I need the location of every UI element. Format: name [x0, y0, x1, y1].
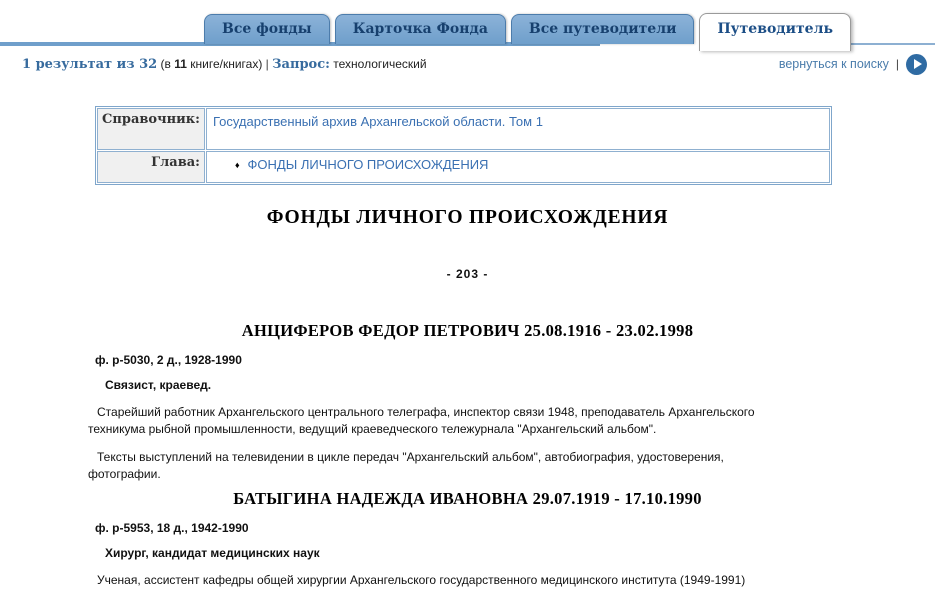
- handbook-label: Справочник:: [97, 108, 205, 150]
- tab-guide-active[interactable]: Путеводитель: [699, 13, 851, 51]
- actions-separator: |: [895, 57, 899, 71]
- fond-reference: ф. р-5030, 2 д., 1928-1990: [95, 353, 242, 367]
- table-row-handbook: [97, 108, 830, 150]
- entry-paragraph: Тексты выступлений на телевидении в цикле передач "Архангельский альбом", автобиография, удостоверения, фотографии.: [88, 450, 724, 481]
- results-paren-prefix: (в: [160, 56, 171, 71]
- chapter-label: Глава:: [97, 151, 205, 183]
- back-to-search-link[interactable]: вернуться к поиску: [778, 57, 889, 71]
- chapter-link[interactable]: ФОНДЫ ЛИЧНОГО ПРОИСХОЖДЕНИЯ: [247, 157, 489, 172]
- entry-heading: БАТЫГИНА НАДЕЖДА ИВАНОВНА 29.07.1919 - 17.10.1990: [233, 489, 702, 508]
- tab-all-fonds[interactable]: Все фонды: [204, 14, 330, 44]
- results-separator: |: [265, 56, 269, 71]
- diamond-bullet-icon: ♦: [234, 160, 240, 170]
- play-icon: [914, 59, 922, 69]
- tabs-container: [204, 0, 851, 51]
- results-summary: [22, 57, 427, 72]
- chapter-title: ФОНДЫ ЛИЧНОГО ПРОИСХОЖДЕНИЯ: [266, 207, 669, 228]
- table-row-chapter: [97, 151, 830, 183]
- guide-info-table: [95, 106, 832, 185]
- results-bar: [0, 50, 935, 76]
- entry-anciferov: [0, 321, 935, 482]
- query-value: технологический: [333, 56, 427, 71]
- tab-all-guides[interactable]: Все путеводители: [511, 14, 695, 44]
- handbook-link[interactable]: Государственный архив Архангельской области. Том 1: [212, 114, 543, 129]
- page-number: - 203 -: [446, 267, 489, 281]
- entry-heading: АНЦИФЕРОВ ФЕДОР ПЕТРОВИЧ 25.08.1916 - 23.02.1998: [241, 321, 694, 340]
- next-result-button[interactable]: [906, 54, 927, 75]
- query-label: Запрос:: [272, 56, 330, 72]
- results-actions: [779, 54, 927, 75]
- fond-reference: ф. р-5953, 18 д., 1942-1990: [95, 521, 249, 535]
- tab-fond-card[interactable]: Карточка Фонда: [335, 14, 506, 44]
- results-paren-suffix: книге/книгах): [190, 56, 263, 71]
- guide-document: [0, 207, 935, 589]
- occupation-line: Хирург, кандидат медицинских наук: [105, 546, 320, 560]
- entry-batygina: [0, 489, 935, 589]
- results-count: 1 результат из 32: [22, 56, 158, 72]
- tab-bar: [0, 0, 935, 50]
- results-book-count: 11: [174, 56, 187, 71]
- entry-paragraph: Старейший работник Архангельского центрального телеграфа, инспектор связи 1948, преподаватель Архангельского техникума рыбной промышленности, ведущий краеведческого тележурнала "Архангельский альбом".: [88, 405, 755, 436]
- occupation-line: Связист, краевед.: [105, 378, 212, 392]
- entry-paragraph: Ученая, ассистент кафедры общей хирургии Архангельского государственного медицинского института (1949-1991): [97, 573, 746, 587]
